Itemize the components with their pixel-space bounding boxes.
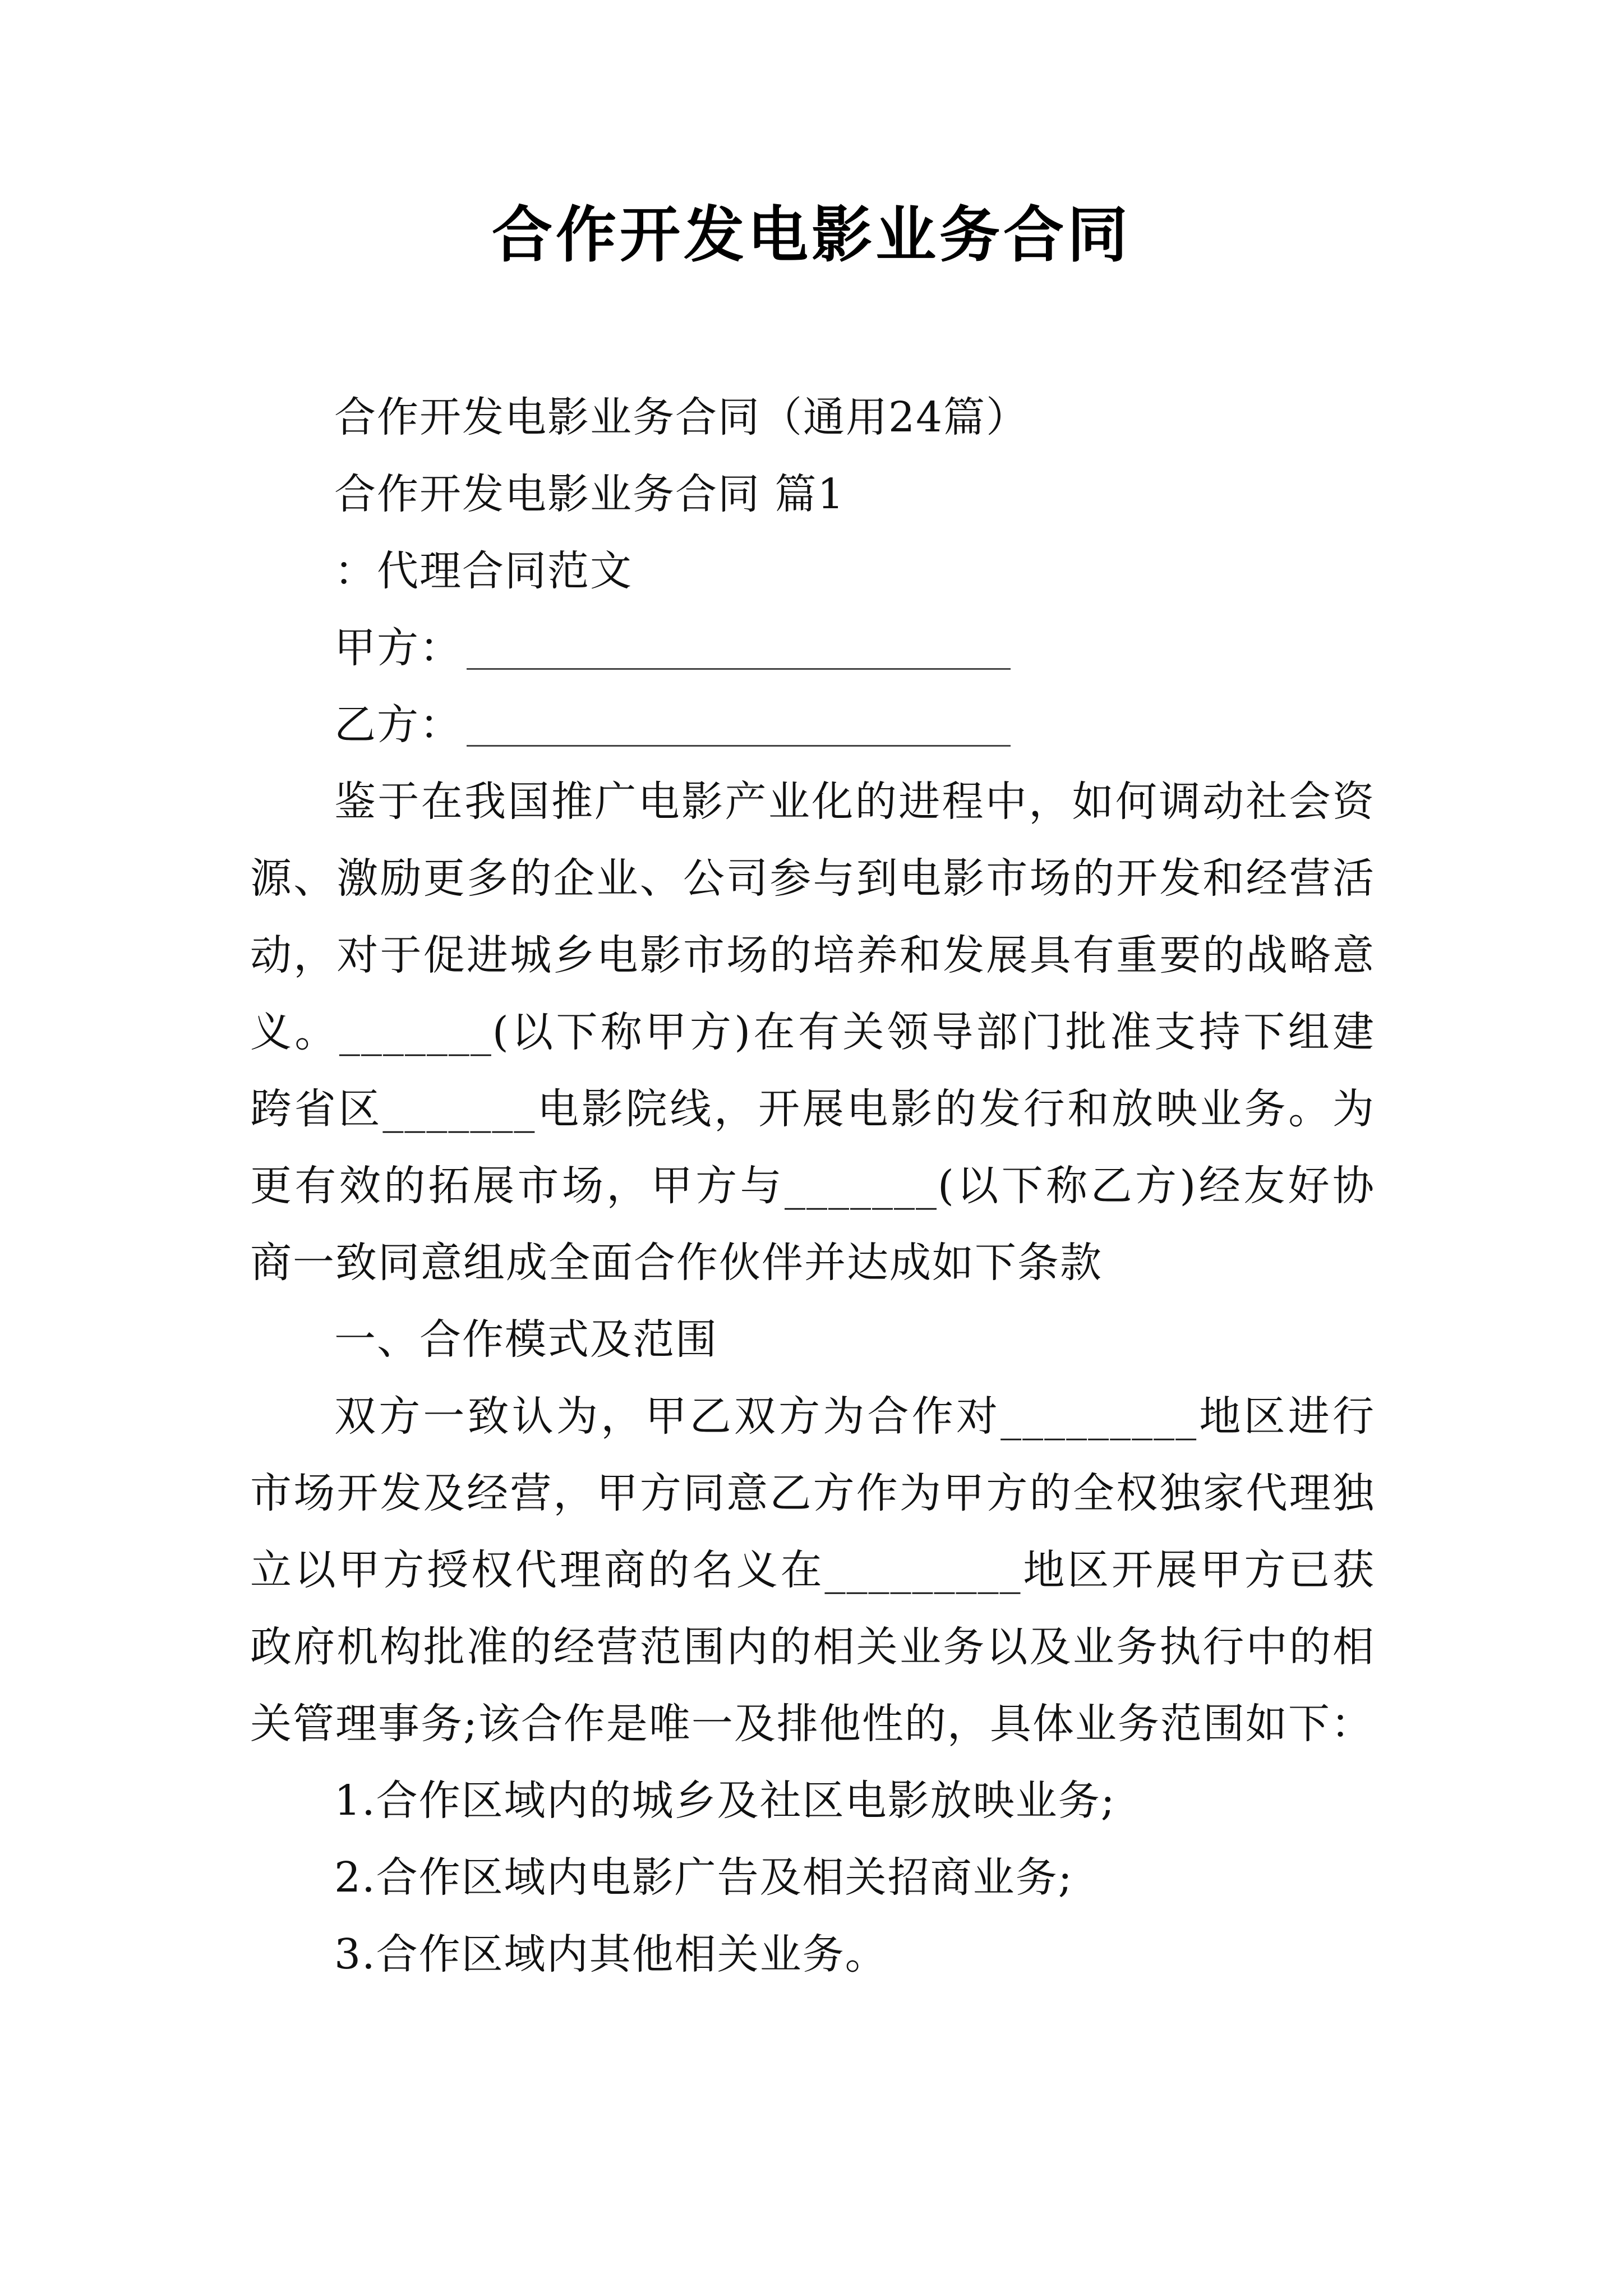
party-b-blank bbox=[467, 743, 1011, 747]
doc-type-line: ：代理合同范文 bbox=[334, 547, 633, 595]
party-b-label: 乙方： bbox=[334, 701, 462, 749]
document-body bbox=[250, 379, 1375, 1993]
section-1-heading: 一、合作模式及范围 bbox=[334, 1315, 718, 1364]
preamble-paragraph: 鉴于在我国推广电影产业化的进程中，如何调动社会资源、激励更多的企业、公司参与到电影市场的开发和经营活动，对于促进城乡电影市场的培养和发展具有重要的战略意义。_______(以下称甲方)在有关领导部门批准支持下组建跨省区_______电影院线，开展电影的发行和放映业务。为更有效的拓展市场，甲方与_______(以下称乙方)经友好协商一致同意组成全面合作伙伴并达成如下条款 bbox=[250, 777, 1375, 1287]
party-a-blank bbox=[467, 666, 1011, 670]
chapter-heading: 合作开发电影业务合同 篇1 bbox=[334, 470, 845, 518]
party-a-label: 甲方： bbox=[334, 624, 462, 672]
subtitle-line: 合作开发电影业务合同（通用24篇） bbox=[334, 393, 1029, 441]
list-item-2: 2.合作区域内电影广告及相关招商业务; bbox=[334, 1853, 1073, 1902]
party-b-line bbox=[250, 687, 1375, 763]
section-1-body: 双方一致认为，甲乙双方为合作对_________地区进行市场开发及经营，甲方同意乙方作为甲方的全权独家代理独立以甲方授权代理商的名义在_________地区开展甲方已获政府机构批准的经营范围内的相关业务以及业务执行中的相关管理事务;该合作是唯一及排他性的，具体业务范围如下： bbox=[250, 1392, 1375, 1748]
list-item-3: 3.合作区域内其他相关业务。 bbox=[334, 1930, 888, 1978]
list-item-1: 1.合作区域内的城乡及社区电影放映业务; bbox=[334, 1777, 1116, 1825]
party-a-line bbox=[250, 610, 1375, 687]
document-title: 合作开发电影业务合同 bbox=[491, 200, 1131, 270]
